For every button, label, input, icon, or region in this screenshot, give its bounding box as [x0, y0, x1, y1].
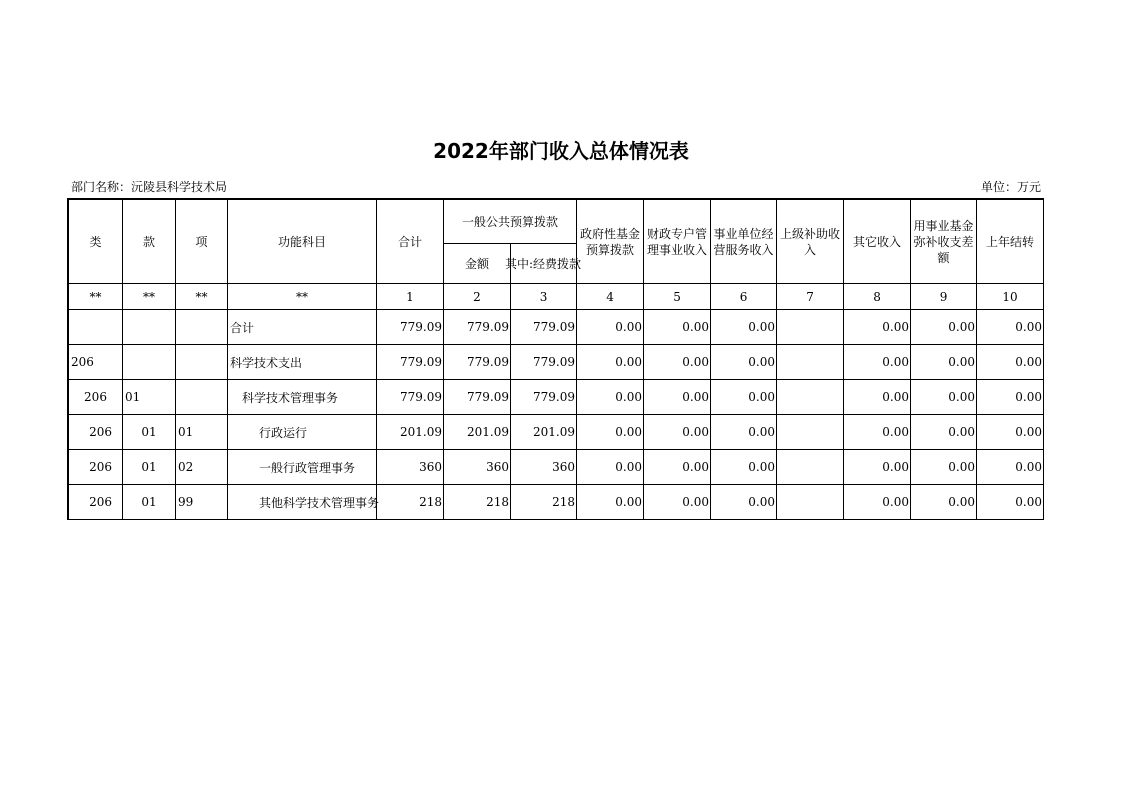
cell-name: 其他科学技术管理事务: [228, 485, 377, 520]
cell-of-which: 360: [511, 450, 577, 485]
cell-name: 科学技术管理事务: [228, 380, 377, 415]
income-table: [68, 199, 1044, 520]
cell-kuan: 01: [123, 380, 176, 415]
cell-fiscal-special: 0.00: [644, 345, 711, 380]
cell-gov-fund: 0.00: [577, 485, 644, 520]
cell-fiscal-special: 0.00: [644, 310, 711, 345]
table-row: [69, 345, 1044, 380]
header-biz-unit: 事业单位经营服务收入: [711, 200, 777, 284]
cell-name: 合计: [228, 310, 377, 345]
department-name: 部门名称：沅陵县科学技术局: [71, 180, 228, 194]
col-num: **: [69, 284, 123, 310]
header-gov-fund: 政府性基金预算拨款: [577, 200, 644, 284]
cell-reserve: 0.00: [911, 310, 977, 345]
cell-of-which: 201.09: [511, 415, 577, 450]
cell-superior: [777, 345, 844, 380]
cell-lei: 206: [69, 345, 123, 380]
cell-other: 0.00: [844, 450, 911, 485]
table-row: [69, 310, 1044, 345]
cell-lei: [69, 310, 123, 345]
cell-kuan: [123, 345, 176, 380]
cell-superior: [777, 380, 844, 415]
cell-reserve: 0.00: [911, 380, 977, 415]
cell-total: 201.09: [377, 415, 444, 450]
cell-of-which: 779.09: [511, 380, 577, 415]
cell-name: 科学技术支出: [228, 345, 377, 380]
cell-total: 360: [377, 450, 444, 485]
unit-label: 单位：万元: [980, 180, 1041, 194]
cell-total: 779.09: [377, 310, 444, 345]
cell-xiang: [176, 380, 228, 415]
cell-total: 779.09: [377, 345, 444, 380]
header-reserve: 用事业基金弥补收支差额: [911, 200, 977, 284]
cell-xiang: 02: [176, 450, 228, 485]
cell-name: 行政运行: [228, 415, 377, 450]
cell-amount: 201.09: [444, 415, 511, 450]
cell-fiscal-special: 0.00: [644, 415, 711, 450]
cell-gov-fund: 0.00: [577, 380, 644, 415]
cell-lei: 206: [69, 485, 123, 520]
cell-of-which: 218: [511, 485, 577, 520]
cell-superior: [777, 310, 844, 345]
cell-reserve: 0.00: [911, 485, 977, 520]
cell-lei: 206: [69, 380, 123, 415]
cell-total: 218: [377, 485, 444, 520]
header-row-1: [69, 200, 1044, 244]
cell-xiang: 01: [176, 415, 228, 450]
cell-reserve: 0.00: [911, 415, 977, 450]
cell-fiscal-special: 0.00: [644, 485, 711, 520]
cell-name: 一般行政管理事务: [228, 450, 377, 485]
cell-gov-fund: 0.00: [577, 450, 644, 485]
cell-superior: [777, 415, 844, 450]
cell-amount: 360: [444, 450, 511, 485]
cell-last-year: 0.00: [977, 415, 1044, 450]
cell-biz-unit: 0.00: [711, 485, 777, 520]
col-num: 8: [844, 284, 911, 310]
col-num: 7: [777, 284, 844, 310]
header-other: 其它收入: [844, 200, 911, 284]
col-num: **: [228, 284, 377, 310]
cell-gov-fund: 0.00: [577, 345, 644, 380]
col-num: 5: [644, 284, 711, 310]
cell-other: 0.00: [844, 415, 911, 450]
cell-other: 0.00: [844, 345, 911, 380]
cell-last-year: 0.00: [977, 310, 1044, 345]
header-function-subject: 功能科目: [228, 200, 377, 284]
col-num: 3: [511, 284, 577, 310]
header-kuan: 款: [123, 200, 176, 284]
table-row: [69, 485, 1044, 520]
table-row: [69, 415, 1044, 450]
cell-amount: 218: [444, 485, 511, 520]
cell-superior: [777, 450, 844, 485]
column-number-row: [69, 284, 1044, 310]
cell-xiang: [176, 345, 228, 380]
header-xiang: 项: [176, 200, 228, 284]
cell-fiscal-special: 0.00: [644, 380, 711, 415]
col-num: 6: [711, 284, 777, 310]
cell-biz-unit: 0.00: [711, 345, 777, 380]
cell-biz-unit: 0.00: [711, 310, 777, 345]
header-amount: 金额: [444, 244, 511, 284]
cell-of-which: 779.09: [511, 310, 577, 345]
header-superior: 上级补助收入: [777, 200, 844, 284]
cell-superior: [777, 485, 844, 520]
cell-total: 779.09: [377, 380, 444, 415]
cell-kuan: [123, 310, 176, 345]
col-num: 2: [444, 284, 511, 310]
col-num: **: [176, 284, 228, 310]
cell-other: 0.00: [844, 380, 911, 415]
cell-of-which: 779.09: [511, 345, 577, 380]
cell-other: 0.00: [844, 310, 911, 345]
table-row: [69, 450, 1044, 485]
page-title: 2022年部门收入总体情况表: [433, 139, 689, 163]
cell-biz-unit: 0.00: [711, 380, 777, 415]
col-num: 4: [577, 284, 644, 310]
cell-reserve: 0.00: [911, 450, 977, 485]
cell-kuan: 01: [123, 415, 176, 450]
cell-kuan: 01: [123, 450, 176, 485]
cell-other: 0.00: [844, 485, 911, 520]
table-row: [69, 380, 1044, 415]
cell-amount: 779.09: [444, 345, 511, 380]
cell-amount: 779.09: [444, 310, 511, 345]
header-general-budget: 一般公共预算拨款: [444, 200, 577, 244]
header-of-which: [505, 244, 582, 284]
cell-xiang: 99: [176, 485, 228, 520]
col-num: **: [123, 284, 176, 310]
cell-kuan: 01: [123, 485, 176, 520]
col-num: 1: [377, 284, 444, 310]
header-fiscal-special: 财政专户管理事业收入: [644, 200, 711, 284]
cell-last-year: 0.00: [977, 380, 1044, 415]
cell-amount: 779.09: [444, 380, 511, 415]
header-last-year: 上年结转: [977, 200, 1044, 284]
cell-gov-fund: 0.00: [577, 415, 644, 450]
cell-last-year: 0.00: [977, 345, 1044, 380]
header-lei: 类: [69, 200, 123, 284]
cell-xiang: [176, 310, 228, 345]
cell-gov-fund: 0.00: [577, 310, 644, 345]
col-num: 10: [977, 284, 1044, 310]
cell-last-year: 0.00: [977, 450, 1044, 485]
header-of-which-text: 其中:经费拨款: [505, 256, 582, 271]
cell-lei: 206: [69, 450, 123, 485]
cell-last-year: 0.00: [977, 485, 1044, 520]
col-num: 9: [911, 284, 977, 310]
header-total: 合计: [377, 200, 444, 284]
cell-reserve: 0.00: [911, 345, 977, 380]
cell-fiscal-special: 0.00: [644, 450, 711, 485]
cell-biz-unit: 0.00: [711, 415, 777, 450]
cell-lei: 206: [69, 415, 123, 450]
cell-biz-unit: 0.00: [711, 450, 777, 485]
